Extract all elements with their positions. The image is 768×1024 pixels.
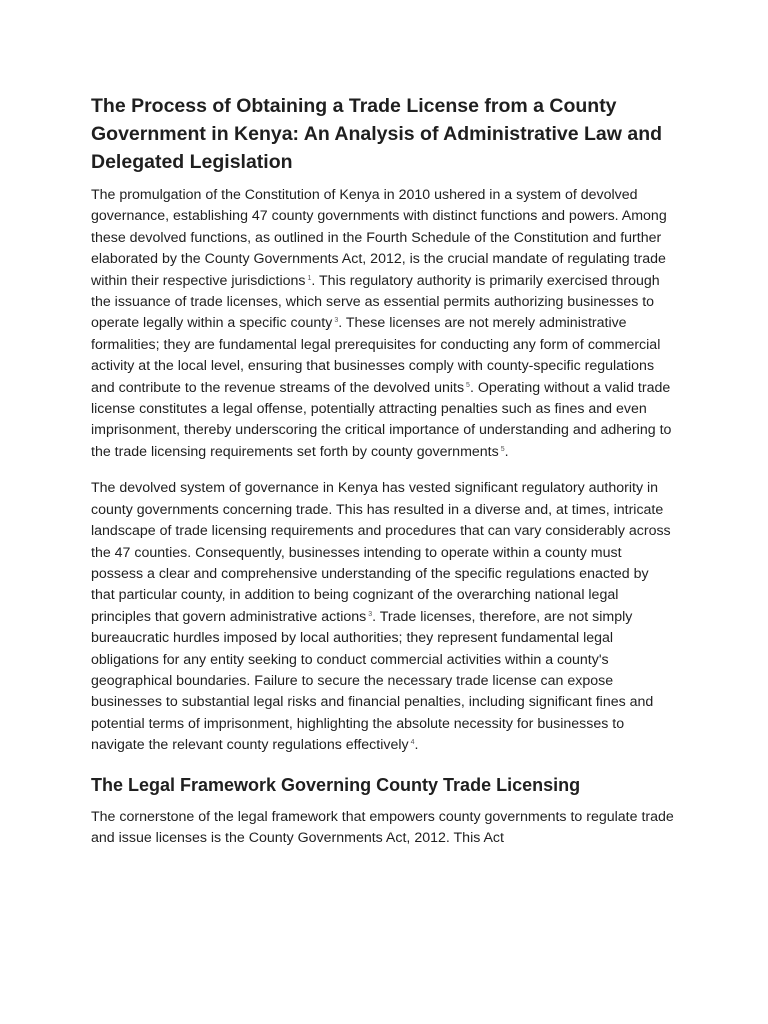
document-page (91, 92, 676, 864)
paragraph-intro (91, 185, 676, 463)
paragraph-text: The promulgation of the Constitution of Kenya in 2010 ushered in a system of devolved governance, establishing 47 county governments with distinct functions and powers. Among these devolved functions, as outlined in the Fourth Schedule of the Constitution and further elaborated by the County Governments Act, 2012, is the crucial mandate of regulating trade within their respective jurisdictions (91, 187, 667, 289)
footnote-ref[interactable]: 5 (466, 381, 470, 389)
document-title: The Process of Obtaining a Trade License from a County Government in Kenya: An Analysis of Administrative Law and Delegated Legislation (91, 95, 663, 173)
footnote-ref[interactable]: 4 (410, 739, 415, 747)
paragraph-text: . (414, 737, 419, 754)
paragraph-legal-framework: The cornerstone of the legal framework that empowers county governments to regulate trade and issue licenses is the County Governments Act, 2012. This Act (91, 808, 674, 846)
paragraph-text: . (504, 443, 509, 460)
paragraph-text: The devolved system of governance in Kenya has vested significant regulatory authority in county governments concerning trade. This has resulted in a diverse and, at times, intricate landscape of trade licensing requirements and procedures that can vary considerably across the 47 counties. Consequently, businesses intending to operate within a county must possess a clear and comprehensive understanding of the specific regulations enacted by that particular county, in addition to being cognizant of the overarching national legal principles that govern administrative actions (91, 480, 671, 625)
section-heading-legal-framework: The Legal Framework Governing County Trade Licensing (91, 774, 581, 795)
footnote-ref[interactable]: 5 (500, 445, 505, 453)
footnote-ref[interactable]: 1 (307, 274, 312, 282)
footnote-ref[interactable]: 3 (368, 610, 373, 618)
paragraph-devolved-system (91, 478, 676, 756)
paragraph-text: . This regulatory authority is primarily exercised through the issuance of trade licenses, which serve as essential permits authorizing businesses to operate legally within a specific county (91, 272, 660, 332)
paragraph-text: . Operating without a valid trade license constitutes a legal offense, potentially attracting penalties such as fines and even imprisonment, thereby underscoring the critical importance of understanding and adhering to the trade licensing requirements set forth by county governments (91, 379, 672, 460)
footnote-ref[interactable]: 3 (334, 317, 339, 325)
paragraph-text: . Trade licenses, therefore, are not simply bureaucratic hurdles imposed by local authorities; they represent fundamental legal obligations for any entity seeking to conduct commercial activities within a county's geographical boundaries. Failure to secure the necessary trade license can expose businesses to substantial legal risks and financial penalties, including significant fines and potential terms of imprisonment, highlighting the absolute necessity for businesses to navigate the relevant county regulations effectively (91, 608, 654, 754)
paragraph-text: . These licenses are not merely administrative formalities; they are fundamental legal prerequisites for conducting any form of commercial activity at the local level, ensuring that businesses comply with county-specific regulations and contribute to the revenue streams of the devolved units (91, 315, 661, 396)
